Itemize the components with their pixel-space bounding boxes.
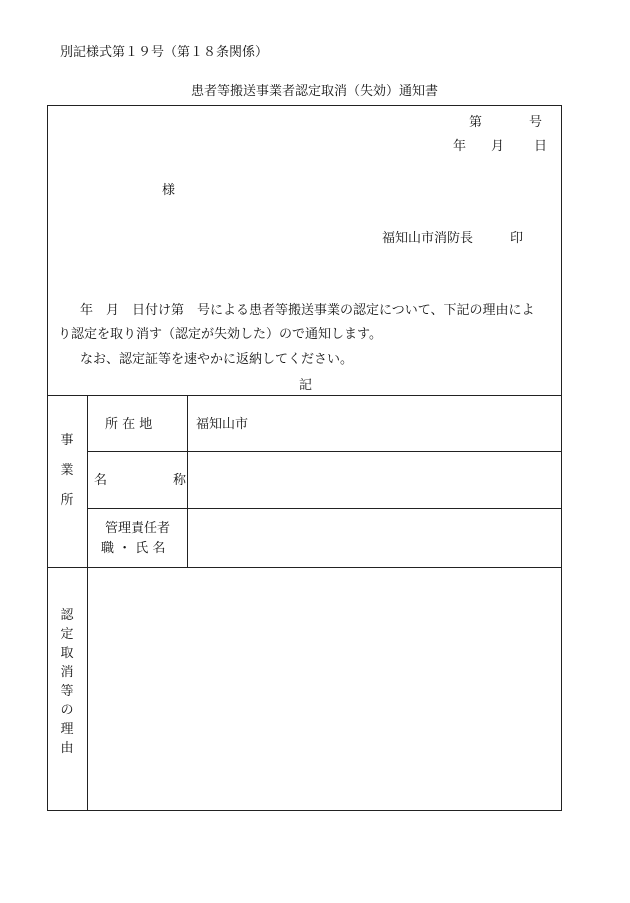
number-prefix: 第 [469, 115, 483, 130]
body-line-1: 年 月 日付け第 号による患者等搬送事業の認定について、下記の理由によ [80, 303, 535, 318]
notice-form [47, 105, 562, 811]
document-title: 患者等搬送事業者認定取消（失効）通知書 [191, 84, 439, 99]
body-line-3: なお、認定証等を速やかに返納してください。 [80, 352, 354, 367]
name-label-right: 称 [173, 473, 187, 488]
location-value: 福知山市 [196, 417, 249, 432]
location-label: 所 在 地 [105, 417, 153, 432]
date-year: 年 [453, 139, 467, 154]
divider-header [48, 395, 561, 396]
name-label-left: 名 [94, 473, 108, 488]
manager-label-line1: 管理責任者 [105, 521, 171, 536]
body-line-2: り認定を取り消す（認定が失効した）ので通知します。 [58, 327, 382, 342]
issuer-name: 福知山市消防長 [382, 231, 474, 246]
divider-row-1 [87, 451, 561, 452]
addressee-suffix: 様 [162, 183, 176, 198]
date-month: 月 [491, 139, 505, 154]
divider-office-end [48, 567, 561, 568]
ki-label: 記 [299, 378, 313, 393]
office-group-label: 事 業 所 [60, 433, 74, 508]
divider-row-2 [87, 508, 561, 509]
number-suffix: 号 [529, 115, 543, 130]
manager-label-line2: 職 ・ 氏 名 [101, 541, 166, 556]
reason-label: 認 定 取 消 等 の 理 由 [60, 608, 74, 756]
date-day: 日 [534, 139, 548, 154]
divider-label-col [87, 395, 88, 810]
form-label: 別記様式第１９号（第１８条関係） [60, 45, 269, 60]
divider-field-col [187, 395, 188, 568]
seal-mark: 印 [510, 231, 524, 246]
